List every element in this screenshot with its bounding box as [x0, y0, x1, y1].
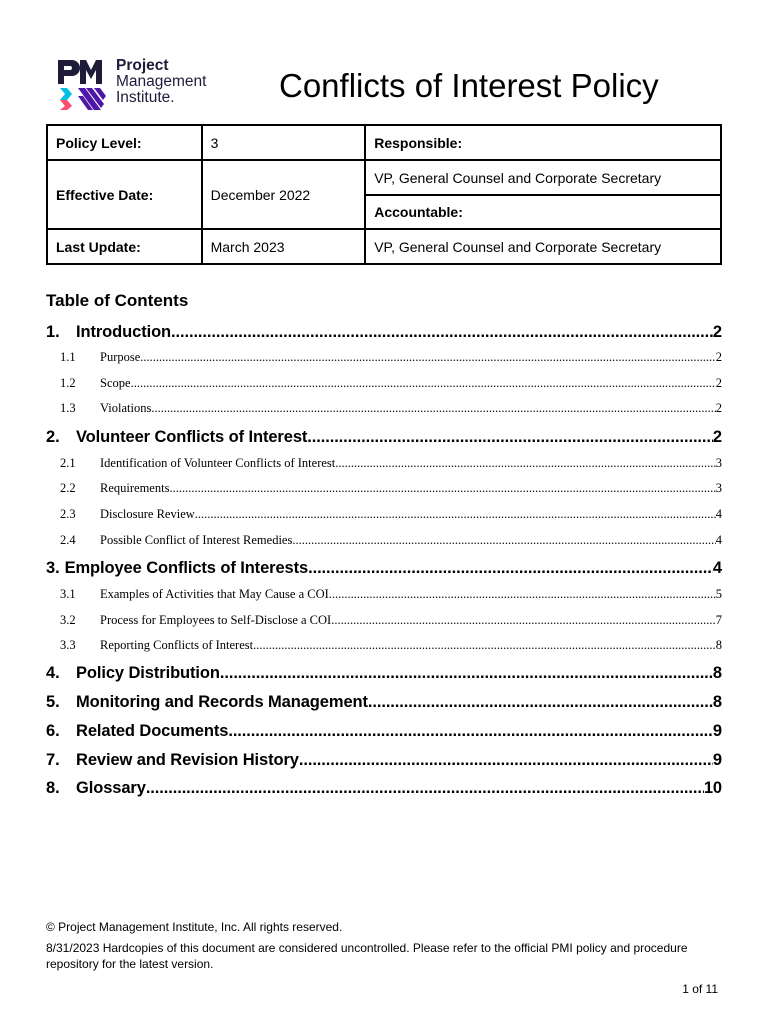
toc-entry-self-disclose[interactable]: [60, 612, 722, 628]
toc-entry-remedies[interactable]: [60, 532, 722, 548]
toc-entry-label: Process for Employees to Self-Disclose a COI: [100, 613, 332, 627]
toc-entry-page: 8: [712, 693, 722, 711]
toc-entry-number: 3.1: [60, 587, 76, 601]
toc-dot-leader: [329, 586, 716, 602]
toc-entry-label: Monitoring and Records Management: [76, 693, 368, 711]
footer-copyright: © Project Management Institute, Inc. All rights reserved.: [46, 920, 343, 934]
toc-entry-number: 2.: [46, 428, 60, 446]
effective-date-label: Effective Date:: [47, 160, 202, 229]
toc-entry-violations[interactable]: [60, 400, 722, 416]
toc-entry-requirements[interactable]: [60, 480, 722, 496]
toc-entry-label: Reporting Conflicts of Interest: [100, 638, 254, 652]
toc-entry-number: 2.4: [60, 533, 76, 547]
toc-entry-page: 4: [715, 507, 722, 521]
toc-entry-label: Violations: [100, 401, 152, 415]
toc-entry-related-documents[interactable]: [46, 721, 722, 741]
toc-dot-leader: [368, 692, 713, 712]
toc-entry-page: 9: [712, 751, 722, 769]
toc-entry-volunteer-conflicts[interactable]: [46, 427, 722, 447]
responsible-label: Responsible:: [365, 125, 721, 160]
toc-entry-number: 6.: [46, 722, 60, 740]
toc-dot-leader: [151, 400, 715, 416]
toc-entry-label: Purpose: [100, 350, 141, 364]
policy-metadata-table: [46, 124, 722, 265]
effective-date-value: December 2022: [202, 160, 366, 229]
toc-entry-label: Scope: [100, 376, 131, 390]
toc-dot-leader: [146, 778, 704, 798]
document-title: Conflicts of Interest Policy: [279, 67, 659, 104]
toc-entry-label: Introduction: [76, 323, 172, 341]
toc-entry-number: 3.3: [60, 638, 76, 652]
toc-entry-page: 4: [712, 559, 722, 577]
toc-entry-page: 3: [715, 481, 722, 495]
toc-entry-introduction[interactable]: [46, 322, 722, 342]
toc-entry-page: 2: [715, 350, 722, 364]
toc-entry-number: 5.: [46, 693, 60, 711]
toc-entry-page: 8: [715, 638, 722, 652]
toc-entry-number: 1.: [46, 323, 60, 341]
toc-entry-identification[interactable]: [60, 455, 722, 471]
toc-entry-disclosure-review[interactable]: [60, 506, 722, 522]
toc-entry-purpose[interactable]: [60, 349, 722, 365]
last-update-value: March 2023: [202, 229, 366, 264]
toc-entry-number: 1.2: [60, 376, 76, 390]
toc-dot-leader: [140, 349, 715, 365]
page-number: 1 of 11: [682, 982, 718, 996]
toc-entry-examples[interactable]: [60, 586, 722, 602]
toc-entry-policy-distribution[interactable]: [46, 663, 722, 683]
toc-entry-page: 4: [715, 533, 722, 547]
policy-level-label: Policy Level:: [47, 125, 202, 160]
toc-entry-page: 2: [712, 428, 722, 446]
policy-level-value: 3: [202, 125, 366, 160]
toc-entry-review-history[interactable]: [46, 750, 722, 770]
accountable-value: VP, General Counsel and Corporate Secretary: [365, 229, 721, 264]
toc-entry-scope[interactable]: [60, 375, 722, 391]
toc-dot-leader: [171, 322, 713, 342]
toc-dot-leader: [228, 721, 713, 741]
meta-row-policy-level: [47, 125, 721, 160]
toc-entry-page: 8: [712, 664, 722, 682]
pmi-logo-text: [116, 58, 206, 106]
meta-row-effective-date: [47, 160, 721, 195]
meta-row-last-update: [47, 229, 721, 264]
logo-line-1: Project: [116, 57, 169, 74]
toc-dot-leader: [131, 375, 716, 391]
logo-line-3: Institute.: [116, 89, 175, 106]
toc-dot-leader: [307, 427, 713, 447]
accountable-label: Accountable:: [365, 195, 721, 229]
toc-entry-number: 3.: [46, 559, 60, 577]
toc-entry-number: 3.2: [60, 613, 76, 627]
toc-entry-glossary[interactable]: [46, 778, 722, 798]
last-update-label: Last Update:: [47, 229, 202, 264]
toc-entry-reporting[interactable]: [60, 637, 722, 653]
toc-entry-label: Review and Revision History: [76, 751, 299, 769]
toc-entry-number: 1.1: [60, 350, 76, 364]
toc-entry-label: Related Documents: [76, 722, 229, 740]
toc-dot-leader: [335, 455, 716, 471]
toc-entry-monitoring[interactable]: [46, 692, 722, 712]
logo-line-2: Management: [116, 73, 207, 90]
responsible-value: VP, General Counsel and Corporate Secretary: [365, 160, 721, 195]
pmi-logo-mark: [58, 58, 110, 112]
toc-entry-page: 5: [715, 587, 722, 601]
toc-entry-number: 2.3: [60, 507, 76, 521]
toc-entry-label: Employee Conflicts of Interests: [64, 559, 309, 577]
toc-entry-page: 2: [715, 401, 722, 415]
toc-dot-leader: [292, 532, 715, 548]
toc-dot-leader: [195, 506, 716, 522]
toc-entry-label: Identification of Volunteer Conflicts of Interest: [100, 456, 336, 470]
toc-entry-page: 9: [712, 722, 722, 740]
toc-entry-label: Glossary: [76, 779, 146, 797]
toc-dot-leader: [253, 637, 716, 653]
toc-dot-leader: [308, 558, 713, 578]
toc-entry-number: 2.2: [60, 481, 76, 495]
toc-entry-number: 2.1: [60, 456, 76, 470]
toc-entry-label: Requirements: [100, 481, 170, 495]
toc-entry-number: 7.: [46, 751, 60, 769]
footer-notice: 8/31/2023 Hardcopies of this document are considered uncontrolled. Please refer to the official PMI policy and procedure repository for the latest version.: [46, 941, 688, 971]
toc-entry-page: 7: [715, 613, 722, 627]
toc-dot-leader: [169, 480, 715, 496]
toc-entry-number: 1.3: [60, 401, 76, 415]
toc-entry-number: 8.: [46, 779, 60, 797]
toc-dot-leader: [299, 750, 713, 770]
toc-entry-label: Disclosure Review: [100, 507, 195, 521]
toc-entry-page: 10: [703, 779, 722, 797]
toc-entry-page: 2: [712, 323, 722, 341]
toc-entry-page: 2: [715, 376, 722, 390]
toc-entry-employee-conflicts[interactable]: [46, 558, 722, 578]
toc-entry-label: Possible Conflict of Interest Remedies: [100, 533, 293, 547]
pmi-logo: [58, 58, 228, 112]
toc-entry-page: 3: [715, 456, 722, 470]
toc-entry-number: 4.: [46, 664, 60, 682]
toc-dot-leader: [220, 663, 713, 683]
toc-dot-leader: [331, 612, 716, 628]
toc-entry-label: Policy Distribution: [76, 664, 220, 682]
toc-entry-label: Volunteer Conflicts of Interest: [76, 428, 308, 446]
toc-heading: Table of Contents: [46, 291, 189, 310]
toc-entry-label: Examples of Activities that May Cause a COI: [100, 587, 329, 601]
